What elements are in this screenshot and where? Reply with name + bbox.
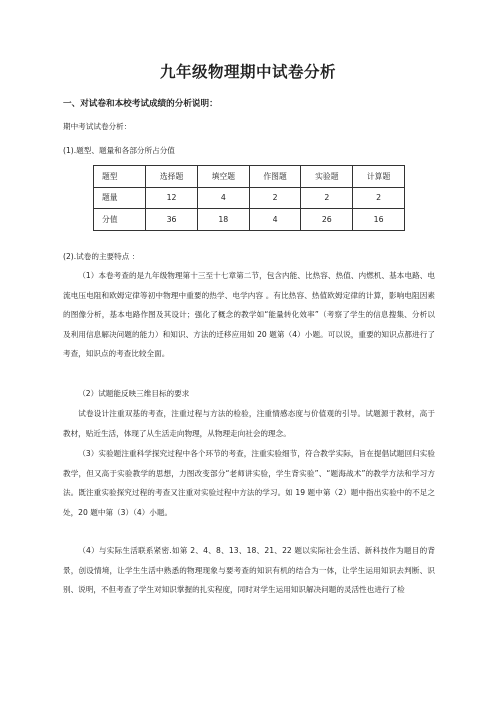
- table-cell: 作图题: [249, 166, 301, 188]
- paragraph-5: （4）与实际生活联系紧密.如第 2、4、8、13、18、21、22 题以实际社会生活、新科技作为题目的背景，创设情境，让学生生活中熟悉的物理现象与要考查的知识有机的结合为一体，让学生运用知识去判断、识别、说明，不但考查了学生对知识掌握的扎实程度，同时对学生运用知识解决问题的灵活性也进行了检: [63, 546, 435, 595]
- table-cell: 2: [353, 187, 405, 209]
- table-cell: 18: [197, 209, 249, 231]
- table-cell: 填空题: [197, 166, 249, 188]
- document-title: 九年级物理期中试卷分析: [159, 63, 336, 81]
- paragraph-1: （1）本卷考查的是九年级物理第十三至十七章第二节，包含内能、比热容、热值、内燃机、基本电路、电流电压电阻和欧姆定律等初中物理中重要的热学、电学内容 。有比热容、热值欧姆定律的计算，影响电阻因素的图像分析，基本电路作图及其设计；强化了概念的教学如“能量转化效率”（考察了学生的信息搜集、分析以及利用信息解决问题的能力）和知识、方法的迁移应用如 20 题第（4）小题。可以说，重要的知识点都进行了考查，知识点的考查比较全面。: [63, 271, 435, 359]
- subheading-features: (2).试卷的主要特点 ：: [63, 252, 140, 261]
- paragraph-3: 试卷设计注重双基的考查，注重过程与方法的检验，注重情感态度与价值观的引导。试题源于教材，高于教材，贴近生活，体现了从生活走向物理，从物理走向社会的理念。: [63, 409, 435, 438]
- table-cell: 题量: [94, 187, 146, 209]
- table-row: [94, 187, 405, 209]
- table-cell: 16: [353, 209, 405, 231]
- table-cell: 分值: [94, 209, 146, 231]
- table-cell: 题型: [94, 166, 146, 188]
- table-row: [94, 209, 405, 231]
- table-cell: 26: [301, 209, 353, 231]
- paragraph-2: （2）试题能反映三维目标的要求: [78, 389, 190, 398]
- table-cell: 36: [146, 209, 198, 231]
- table-cell: 计算题: [353, 166, 405, 188]
- subheading-question-types: (1).题型、题量和各部分所占分值: [63, 146, 175, 155]
- score-table: [93, 165, 405, 231]
- paragraph-4: （3）实验题注重科学探究过程中各个环节的考查，注重实验细节，符合教学实际，旨在提倡试题回归实验教学，但又高于实验教学的思想，力图改变部分“老师讲实验，学生背实验”、“题海战术”的教学方法和学习方法。既注重实验探究过程的考查又注重对实验过程中方法的学习。如 19 题中第（2）题中指出实验中的不足之处，20 题中第（3）（4）小题。: [63, 449, 435, 517]
- table-cell: 2: [249, 187, 301, 209]
- table-cell: 4: [249, 209, 301, 231]
- table-cell: 2: [301, 187, 353, 209]
- table-cell: 4: [197, 187, 249, 209]
- table-cell: 实验题: [301, 166, 353, 188]
- sub-intro: 期中考试试卷分析：: [63, 122, 132, 131]
- table-cell: 12: [146, 187, 198, 209]
- table-header-row: [94, 166, 405, 188]
- table-cell: 选择题: [146, 166, 198, 188]
- section-heading-1: 一、对试卷和本校考试成绩的分析说明：: [63, 99, 218, 109]
